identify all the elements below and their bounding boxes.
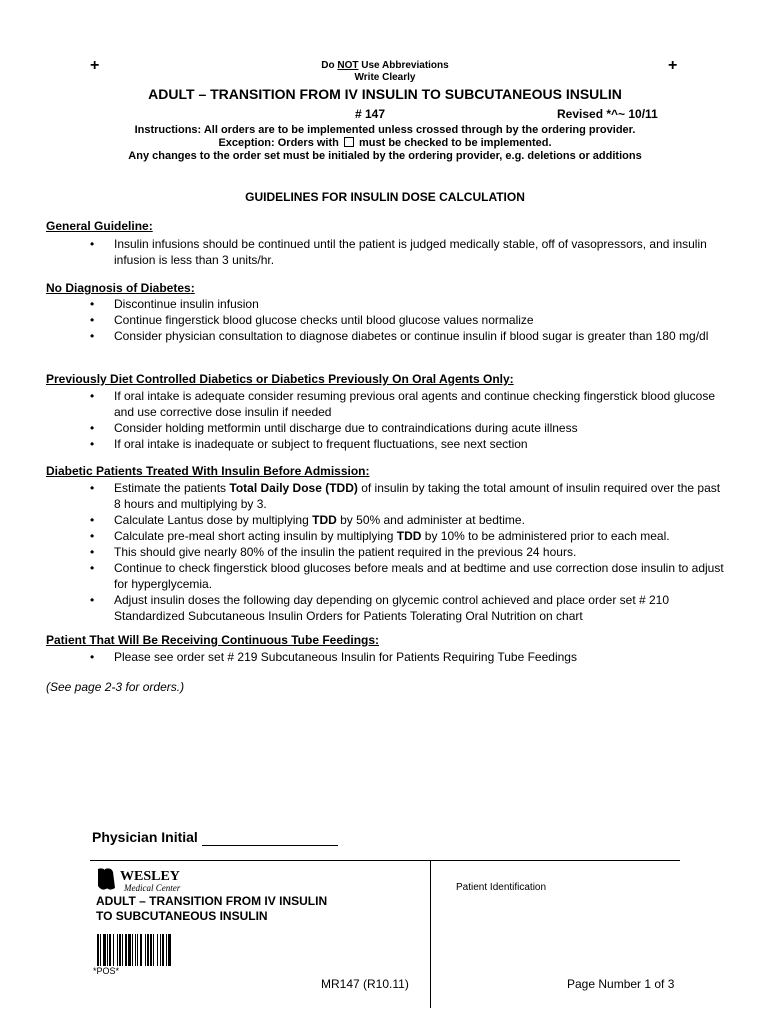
checkbox-icon xyxy=(344,137,354,147)
barcode-bar xyxy=(113,934,114,966)
logo-emblem-icon-2 xyxy=(105,868,115,889)
list-item: • Please see order set # 219 Subcutaneous Insulin for Patients Requiring Tube Feedings xyxy=(90,649,730,665)
barcode-bar xyxy=(137,934,138,966)
list-item: • Discontinue insulin infusion xyxy=(90,296,730,312)
see-pages-note: (See page 2-3 for orders.) xyxy=(46,680,185,694)
barcode-bar xyxy=(145,934,146,966)
form-code: MR147 (R10.11) xyxy=(321,977,409,991)
barcode-bar xyxy=(135,934,136,966)
list-item: • Continue fingerstick blood glucose checks until blood glucose values normalize xyxy=(90,312,730,328)
general-guideline-heading: General Guideline: xyxy=(46,219,153,233)
revision-date: Revised *^~ 10/11 xyxy=(557,107,658,121)
barcode-bar xyxy=(153,934,154,966)
barcode-bar xyxy=(119,934,121,966)
footer-divider xyxy=(90,860,680,861)
plus-mark-right: + xyxy=(668,57,678,74)
barcode xyxy=(97,934,197,966)
diet-controlled-heading: Previously Diet Controlled Diabetics or Diabetics Previously On Oral Agents Only: xyxy=(46,372,514,386)
list-item: • If oral intake is adequate consider resuming previous oral agents and continue checking fingerstick blood glucose and use corrective dose insulin if needed xyxy=(90,388,730,420)
barcode-bar xyxy=(103,934,106,966)
barcode-bar xyxy=(147,934,149,966)
insulin-treated-list xyxy=(90,480,730,624)
pos-label: *POS* xyxy=(93,966,120,976)
instructions-line-1: Instructions: All orders are to be implemented unless crossed through by the ordering provider. xyxy=(134,124,636,136)
barcode-bar xyxy=(97,934,99,966)
barcode-bar xyxy=(168,934,171,966)
list-item: • Estimate the patients Total Daily Dose (TDD) of insulin by taking the total amount of insulin required over the past 8 hours and multiplying by 3. xyxy=(90,480,730,512)
logo-name: WESLEY xyxy=(120,869,180,884)
barcode-bar xyxy=(117,934,118,966)
footer-form-title: ADULT – TRANSITION FROM IV INSULIN TO SUBCUTANEOUS INSULIN xyxy=(96,894,328,923)
barcode-bar xyxy=(100,934,101,966)
tube-feedings-list xyxy=(90,649,730,665)
barcode-bar xyxy=(162,934,164,966)
plus-mark-left: + xyxy=(90,57,100,74)
insulin-treated-heading: Diabetic Patients Treated With Insulin Before Admission: xyxy=(46,464,370,478)
physician-initial-label: Physician Initial xyxy=(92,829,198,845)
barcode-bar xyxy=(166,934,167,966)
barcode-bar xyxy=(132,934,133,966)
barcode-bar xyxy=(107,934,108,966)
wesley-logo xyxy=(96,866,196,894)
barcode-bar xyxy=(150,934,152,966)
list-item: • This should give nearly 80% of the insulin the patient required in the previous 24 hours. xyxy=(90,544,730,560)
barcode-bar xyxy=(140,934,142,966)
list-item: • Consider physician consultation to diagnose diabetes or continue insulin if blood sugar is greater than 180 mg/dl xyxy=(90,328,730,344)
list-item: • Calculate pre-meal short acting insulin by multiplying TDD by 10% to be administered prior to each meal. xyxy=(90,528,730,544)
no-diabetes-list xyxy=(90,296,730,344)
no-diabetes-heading: No Diagnosis of Diabetes: xyxy=(46,281,195,295)
list-item: • Calculate Lantus dose by multiplying TDD by 50% and administer at bedtime. xyxy=(90,512,730,528)
barcode-bar xyxy=(157,934,158,966)
barcode-bar xyxy=(160,934,161,966)
list-item: • Adjust insulin doses the following day depending on glycemic control achieved and place order set # 210 Standardized Subcutaneous Insulin Orders for Patients Tolerating Oral Nutrition on chart xyxy=(90,592,730,624)
list-item: • Insulin infusions should be continued until the patient is judged medically stable, off of vasopressors, and insulin infusion is less than 3 units/hr. xyxy=(90,236,730,268)
barcode-bar xyxy=(125,934,127,966)
barcode-bar xyxy=(128,934,131,966)
instructions-line-3: Any changes to the order set must be initialed by the ordering provider, e.g. deletions or additions xyxy=(128,150,642,162)
general-guideline-list xyxy=(90,236,730,268)
logo-subtitle: Medical Center xyxy=(124,883,181,893)
do-not-abbreviate-note: Do NOT Use Abbreviations xyxy=(321,60,449,71)
write-clearly-note: Write Clearly xyxy=(354,72,416,83)
barcode-bar xyxy=(109,934,111,966)
tube-feedings-heading: Patient That Will Be Receiving Continuous Tube Feedings: xyxy=(46,633,380,647)
page-number: Page Number 1 of 3 xyxy=(567,977,675,991)
form-title: ADULT – TRANSITION FROM IV INSULIN TO SUBCUTANEOUS INSULIN xyxy=(148,86,622,102)
barcode-bar xyxy=(122,934,123,966)
list-item: • If oral intake is inadequate or subject to frequent fluctuations, see next section xyxy=(90,436,730,452)
list-item: • Continue to check fingerstick blood glucoses before meals and at bedtime and use correction dose insulin to adjust for hyperglycemia. xyxy=(90,560,730,592)
physician-initial-field[interactable] xyxy=(202,845,338,846)
footer-vertical-divider xyxy=(430,860,431,1008)
instructions-exception: Exception: Orders with must be checked to be implemented. xyxy=(218,137,552,149)
form-number: # 147 xyxy=(355,107,386,121)
patient-identification-label: Patient Identification xyxy=(456,882,547,893)
not-emphasis: NOT xyxy=(337,60,359,71)
guidelines-title: GUIDELINES FOR INSULIN DOSE CALCULATION xyxy=(245,190,525,204)
list-item: • Consider holding metformin until discharge due to contraindications during acute illness xyxy=(90,420,730,436)
diet-controlled-list xyxy=(90,388,730,452)
